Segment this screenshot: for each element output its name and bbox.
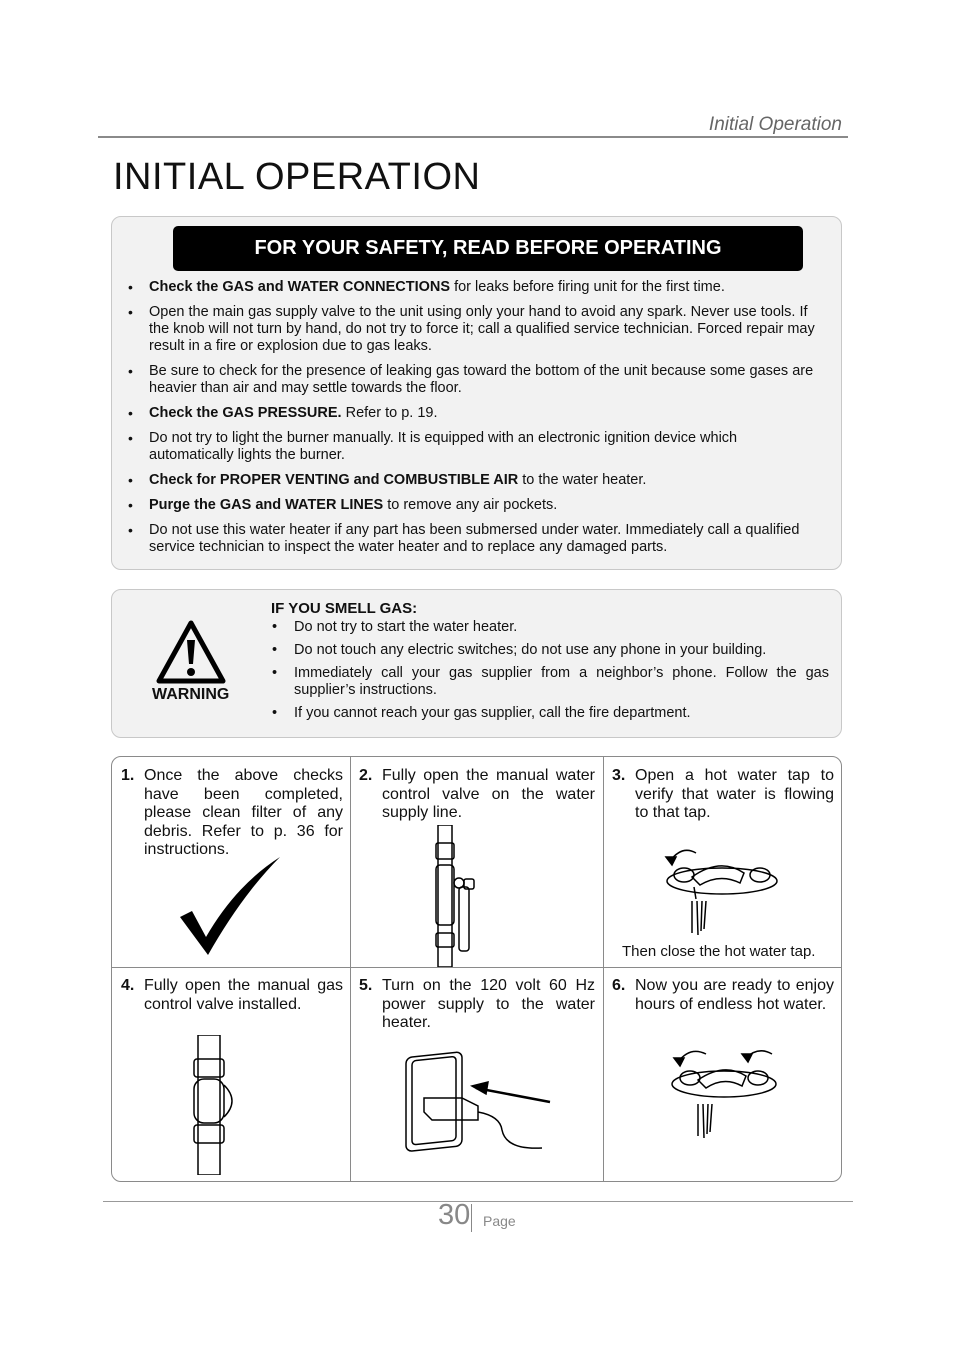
gas-warning-list: [269, 619, 829, 728]
page-separator: [471, 1204, 472, 1232]
step-3-note: Then close the hot water tap.: [622, 943, 816, 960]
water-valve-icon: [428, 825, 488, 967]
step-text: Now you are ready to enjoy hours of endless hot water.: [635, 977, 834, 1013]
page-word: Page: [483, 1213, 516, 1229]
footer-rule: [103, 1201, 853, 1202]
step-6: [612, 977, 834, 1047]
grid-divider: [350, 757, 351, 1182]
faucet-both-icon: [668, 1042, 778, 1138]
safety-item: • Open the main gas supply valve to the unit using only your hand to avoid any spark. Never use tools. If the knob will not turn by hand, do not try to force it; call a qualified service technician. Forced repair may result in a fire or explosion due to gas leaks.: [126, 304, 821, 355]
safety-panel: [111, 216, 842, 570]
step-text: Fully open the manual gas control valve installed.: [144, 977, 343, 1013]
step-1: [121, 767, 343, 867]
safety-item: • Do not use this water heater if any part has been submersed under water. Immediately call a qualified service technician to inspect the water heater and to replace any damaged parts.: [126, 522, 821, 556]
step-3: [612, 767, 834, 837]
warning-triangle-icon: [156, 620, 226, 684]
gas-warning-title: IF YOU SMELL GAS:: [271, 600, 418, 617]
checkmark-icon: [178, 857, 282, 959]
gas-warning-item: • If you cannot reach your gas supplier, call the fire department.: [269, 705, 829, 722]
running-header: Initial Operation: [708, 114, 842, 135]
safety-item: • Check for PROPER VENTING and COMBUSTIBLE AIR to the water heater.: [126, 472, 821, 489]
step-text: Open a hot water tap to verify that water is flowing to that tap.: [635, 767, 834, 821]
gas-warning-item: • Immediately call your gas supplier from a neighbor’s phone. Follow the gas supplier’s instructions.: [269, 665, 829, 699]
gas-warning-item: • Do not touch any electric switches; do not use any phone in your building.: [269, 642, 829, 659]
step-5: [359, 977, 595, 1047]
safety-item: • Check the GAS PRESSURE. Refer to p. 19.: [126, 405, 821, 422]
step-number: 5.: [359, 977, 373, 994]
safety-list: [126, 279, 821, 564]
header-rule: [98, 136, 848, 138]
step-number: 4.: [121, 977, 135, 994]
grid-divider: [603, 757, 604, 1182]
page-number: 30: [438, 1199, 471, 1231]
safety-item: • Do not try to light the burner manually. It is equipped with an electronic ignition device which automatically lights the burner.: [126, 430, 821, 464]
step-number: 1.: [121, 767, 135, 784]
gas-valve-icon: [188, 1035, 248, 1175]
safety-item: • Purge the GAS and WATER LINES to remove any air pockets.: [126, 497, 821, 514]
gas-warning-item: • Do not try to start the water heater.: [269, 619, 829, 636]
step-number: 3.: [612, 767, 626, 784]
grid-divider: [112, 967, 842, 968]
power-plug-icon: [402, 1044, 557, 1164]
safety-banner: FOR YOUR SAFETY, READ BEFORE OPERATING: [173, 226, 803, 271]
safety-item: • Be sure to check for the presence of leaking gas toward the bottom of the unit because some gases are heavier than air and may settle towards the floor.: [126, 363, 821, 397]
warning-label: WARNING: [152, 686, 230, 703]
faucet-open-icon: [664, 839, 782, 937]
step-text: Once the above checks have been completed, please clean filter of any debris. Refer to p. 36 for instructions.: [144, 767, 343, 858]
step-number: 2.: [359, 767, 373, 784]
step-text: Fully open the manual water control valve on the water supply line.: [382, 767, 595, 821]
step-text: Turn on the 120 volt 60 Hz power supply to the water heater.: [382, 977, 595, 1031]
gas-warning-panel: [111, 589, 842, 738]
step-number: 6.: [612, 977, 626, 994]
safety-item: • Check the GAS and WATER CONNECTIONS for leaks before firing unit for the first time.: [126, 279, 821, 296]
page-title: INITIAL OPERATION: [113, 156, 481, 198]
steps-grid: [111, 756, 842, 1182]
